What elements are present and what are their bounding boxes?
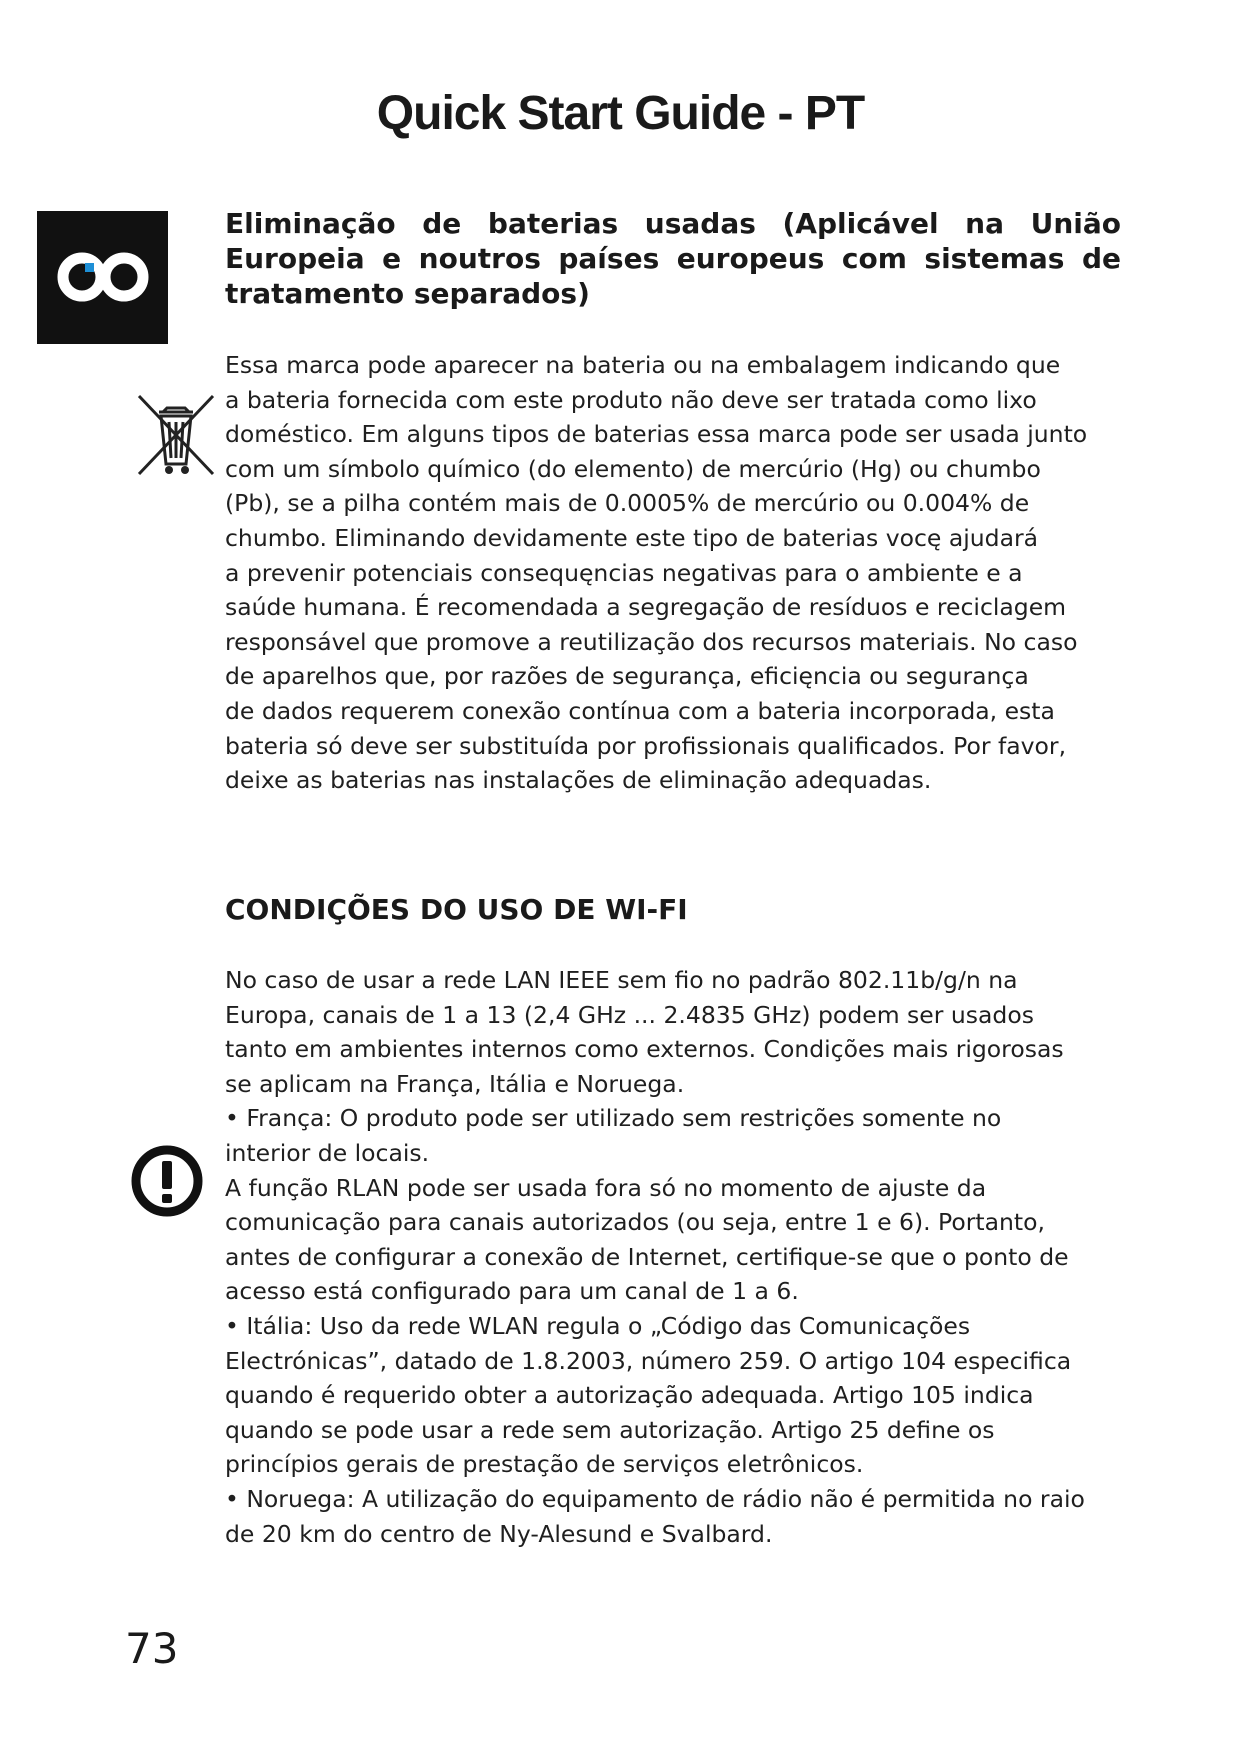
body-line: doméstico. Em alguns tipos de baterias essa marca pode ser usada junto (225, 420, 1088, 449)
brand-logo-icon (37, 211, 168, 344)
body-line: responsável que promove a reutilização dos recursos materiais. No caso (225, 627, 1078, 656)
body-line: antes de configurar a conexão de Internet, certifique-se que o ponto de (225, 1242, 1069, 1271)
body-line: saúde humana. É recomendada a segregação de resíduos e reciclagem (225, 593, 1067, 622)
body-line: (Pb), se a pilha contém mais de 0.0005% de mercúrio ou 0.004% de (225, 489, 1030, 518)
body-line: de 20 km do centro de Ny-Alesund e Svalbard. (225, 1519, 773, 1548)
heading-line: tratamento separados) (225, 277, 590, 310)
body-line: No caso de usar a rede LAN IEEE sem fio no padrão 802.11b/g/n na (225, 966, 1018, 994)
heading-line: Eliminação de baterias usadas (Aplicável na União (225, 207, 1121, 240)
body-line: deixe as baterias nas instalações de eliminação adequadas. (225, 766, 932, 795)
body-line: Europa, canais de 1 a 13 (2,4 GHz ... 2.4835 GHz) podem ser usados (225, 1000, 1034, 1029)
body-line: a bateria fornecida com este produto não deve ser tratada como lixo (225, 385, 1037, 414)
body-line: • Noruega: A utilização do equipamento de rádio não é permitida no raio (225, 1484, 1085, 1513)
body-line: • França: O produto pode ser utilizado sem restrições somente no (225, 1104, 1002, 1133)
heading-line: Europeia e noutros países europeus com sistemas de (225, 242, 1121, 275)
body-line: A função RLAN pode ser usada fora só no momento de ajuste da (225, 1173, 987, 1202)
battery-disposal-section (225, 206, 1121, 311)
body-line: a prevenir potenciais consequęncias negativas para o ambiente e a (225, 558, 1023, 587)
crossed-bin-icon (133, 390, 219, 480)
body-line: princípios gerais de prestação de serviços eletrônicos. (225, 1450, 864, 1479)
body-line: quando é requerido obter a autorização adequada. Artigo 105 indica (225, 1381, 1034, 1410)
body-line: com um símbolo químico (do elemento) de mercúrio (Hg) ou chumbo (225, 454, 1041, 483)
body-line: chumbo. Eliminando devidamente este tipo de baterias vocę ajudará (225, 523, 1039, 552)
body-line: comunicação para canais autorizados (ou seja, entre 1 e 6). Portanto, (225, 1208, 1045, 1237)
body-line: se aplicam na França, Itália e Noruega. (225, 1069, 685, 1098)
body-line: de dados requerem conexão contínua com a bateria incorporada, esta (225, 696, 1055, 725)
page-number: 73 (125, 1624, 179, 1673)
body-line: • Itália: Uso da rede WLAN regula o „Código das Comunicações (225, 1311, 971, 1340)
battery-section-heading (225, 206, 1121, 311)
page-title: Quick Start Guide - PT (376, 87, 865, 140)
body-line: interior de locais. (225, 1138, 430, 1167)
wifi-section-body (225, 963, 1085, 1551)
wifi-section-heading: CONDIÇÕES DO USO DE WI-FI (225, 893, 688, 926)
body-line: Essa marca pode aparecer na bateria ou na embalagem indicando que (225, 351, 1061, 379)
battery-section-body (225, 348, 1087, 798)
body-line: acesso está configurado para um canal de 1 a 6. (225, 1277, 799, 1306)
body-line: tanto em ambientes internos como externos. Condições mais rigorosas (225, 1035, 1064, 1064)
exclamation-circle-icon (129, 1143, 205, 1219)
body-line: de aparelhos que, por razões de segurança, eficięncia ou segurança (225, 662, 1029, 691)
body-line: bateria só deve ser substituída por profissionais qualificados. Por favor, (225, 731, 1067, 760)
body-line: quando se pode usar a rede sem autorização. Artigo 25 define os (225, 1415, 995, 1444)
body-line: Electrónicas”, datado de 1.8.2003, número 259. O artigo 104 especifica (225, 1346, 1072, 1375)
